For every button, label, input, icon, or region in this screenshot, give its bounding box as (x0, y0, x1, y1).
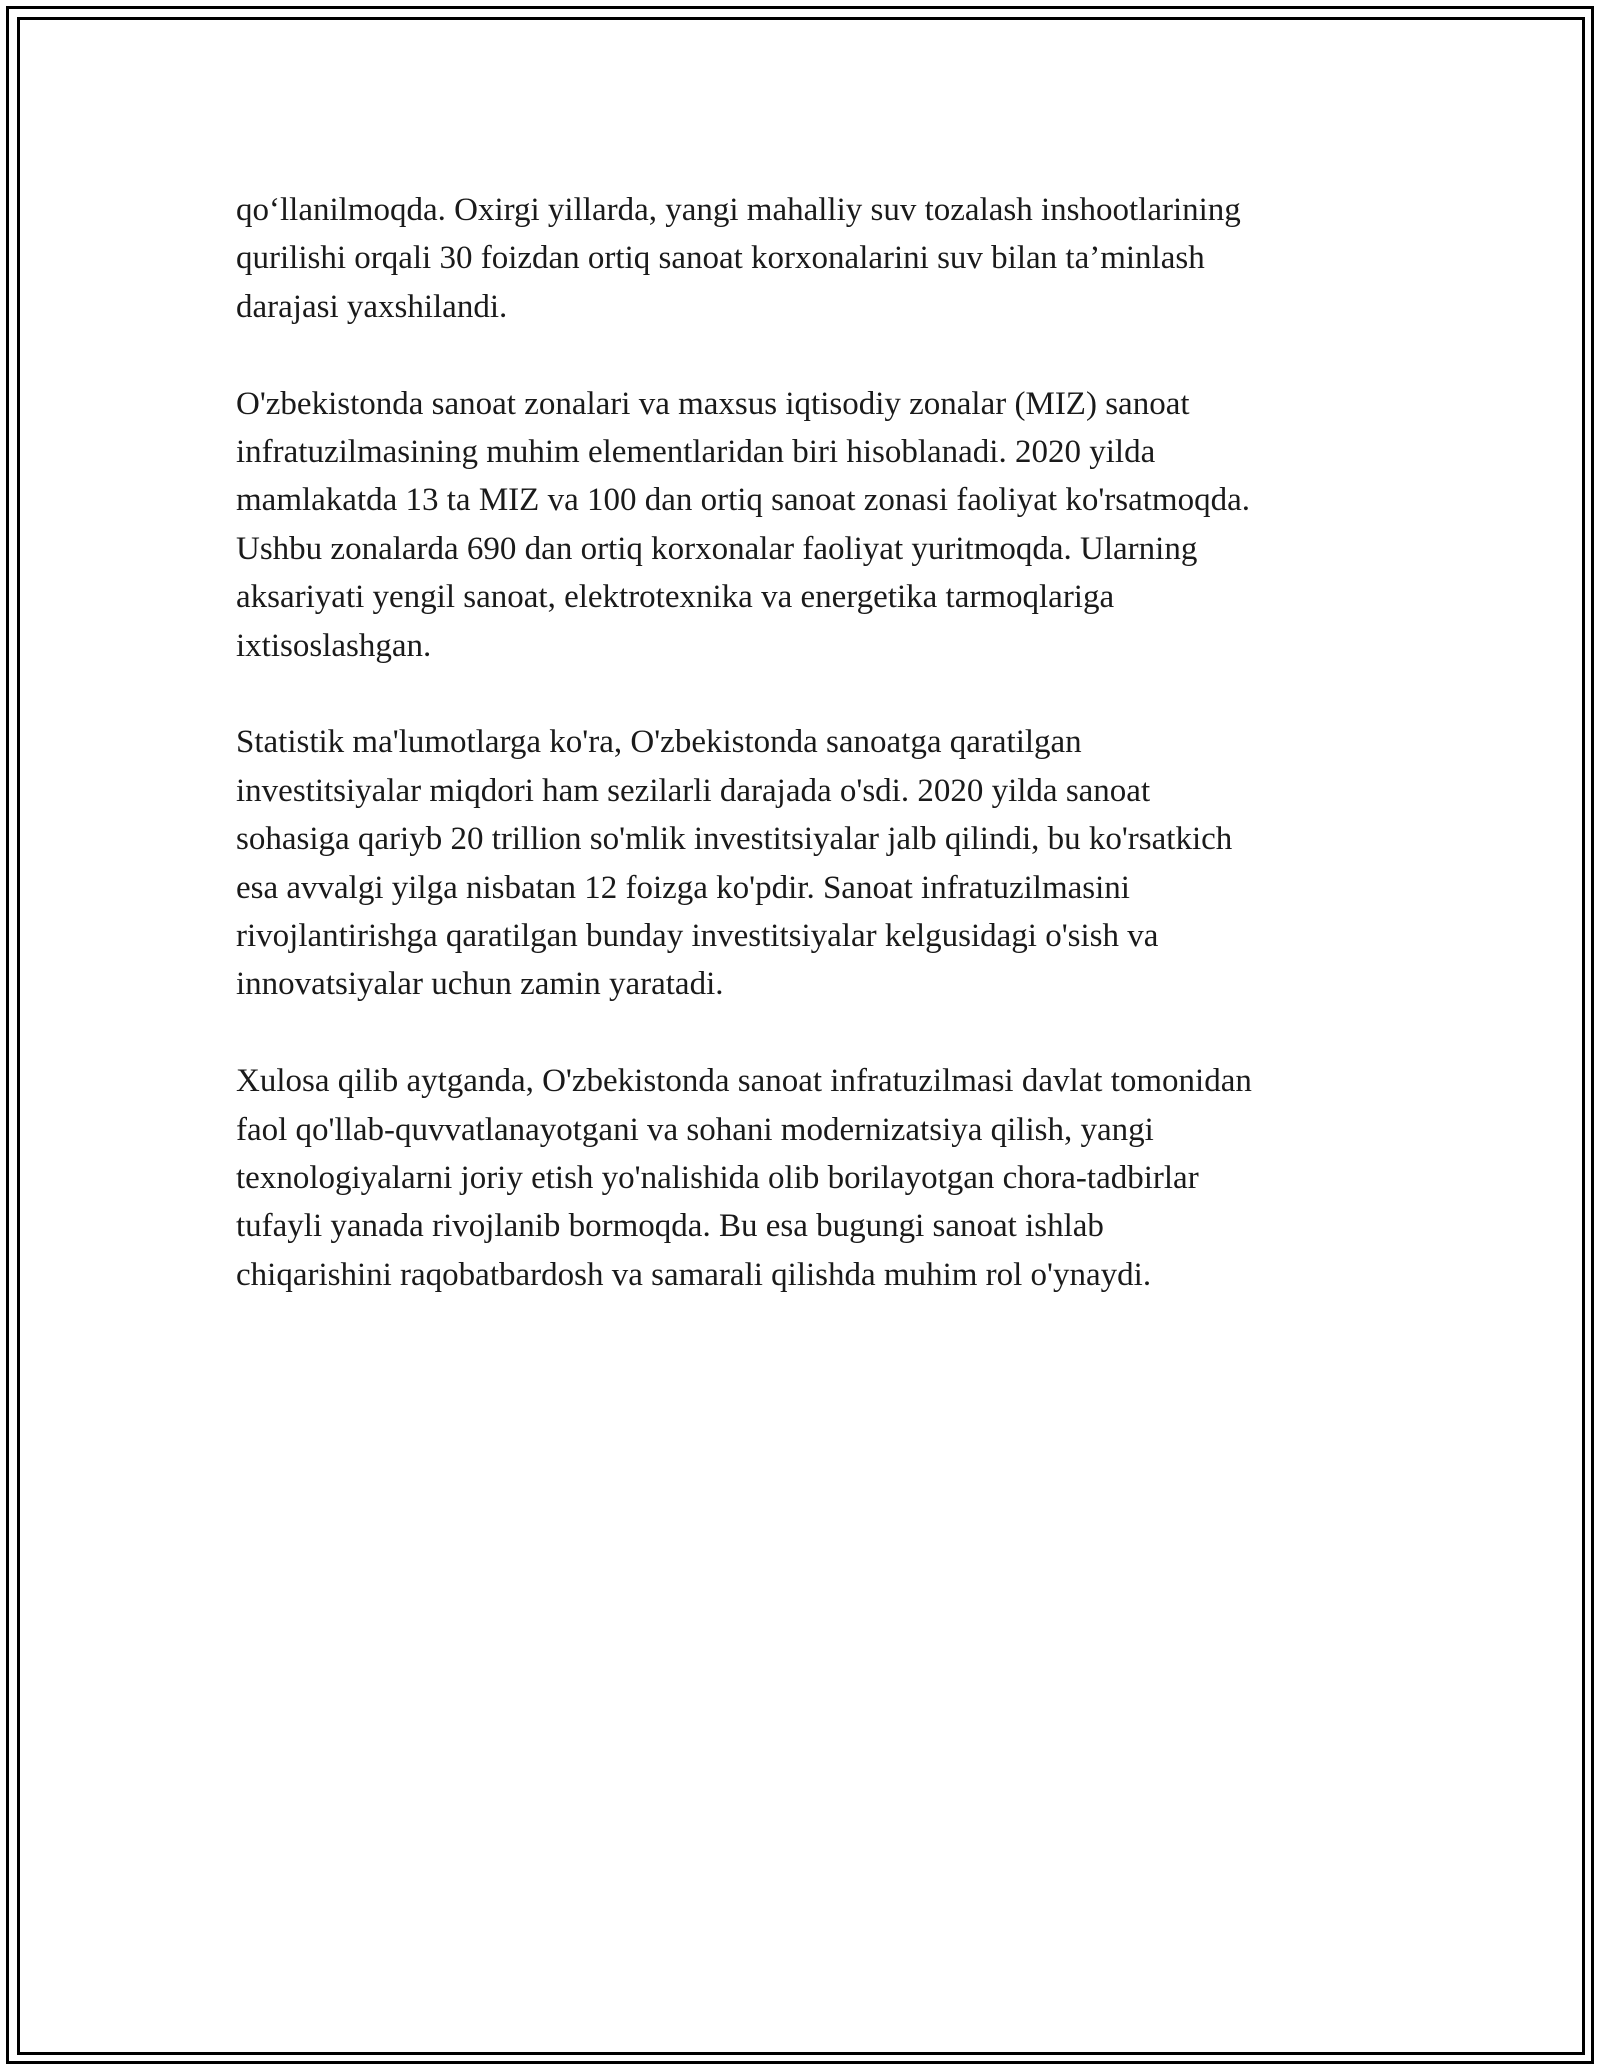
text-line: sohasiga qariyb 20 trillion so'mlik investitsiyalar jalb qilindi, bu ko'rsatkich (236, 821, 1233, 858)
text-line: mamlakatda 13 ta MIZ va 100 dan ortiq sanoat zonasi faoliyat ko'rsatmoqda. (236, 482, 1250, 519)
text-line: Statistik ma'lumotlarga ko'ra, O'zbekistonda sanoatga qaratilgan (236, 724, 1082, 761)
document-body (236, 186, 1376, 1348)
text-line: tufayli yanada rivojlanib bormoqda. Bu esa bugungi sanoat ishlab (236, 1208, 1104, 1245)
text-line: ixtisoslashgan. (236, 627, 432, 664)
text-line: texnologiyalarni joriy etish yo'nalishida olib borilayotgan chora-tadbirlar (236, 1160, 1199, 1197)
text-line: rivojlantirishga qaratilgan bunday investitsiyalar kelgusidagi o'sish va (236, 918, 1159, 955)
text-line: innovatsiyalar uchun zamin yaratadi. (236, 966, 724, 1003)
text-line: Xulosa qilib aytganda, O'zbekistonda sanoat infratuzilmasi davlat tomonidan (236, 1063, 1252, 1100)
paragraph-investments (236, 718, 1376, 1008)
text-line: qo‘llanilmoqda. Oxirgi yillarda, yangi mahalliy suv tozalash inshootlarining (236, 192, 1241, 228)
text-line: chiqarishini raqobatbardosh va samarali qilishda muhim rol o'ynaydi. (236, 1256, 1152, 1293)
text-line: darajasi yaxshilandi. (236, 288, 508, 325)
text-line: infratuzilmasining muhim elementlaridan biri hisoblanadi. 2020 yilda (236, 434, 1156, 471)
text-line: O'zbekistonda sanoat zonalari va maxsus iqtisodiy zonalar (MIZ) sanoat (236, 385, 1190, 422)
paragraph-water-treatment (236, 186, 1376, 331)
text-line: esa avvalgi yilga nisbatan 12 foizga ko'pdir. Sanoat infratuzilmasini (236, 869, 1130, 906)
paragraph-conclusion (236, 1057, 1376, 1299)
text-line: investitsiyalar miqdori ham sezilarli darajada o'sdi. 2020 yilda sanoat (236, 772, 1151, 809)
paragraph-industrial-zones (236, 380, 1376, 670)
text-line: Ushbu zonalarda 690 dan ortiq korxonalar faoliyat yuritmoqda. Ularning (236, 530, 1198, 567)
text-line: aksariyati yengil sanoat, elektrotexnika va energetika tarmoqlariga (236, 579, 1115, 616)
text-line: qurilishi orqali 30 foizdan ortiq sanoat korxonalarini suv bilan ta’minlash (236, 240, 1205, 277)
text-line: faol qo'llab-quvvatlanayotgani va sohani modernizatsiya qilish, yangi (236, 1111, 1154, 1148)
